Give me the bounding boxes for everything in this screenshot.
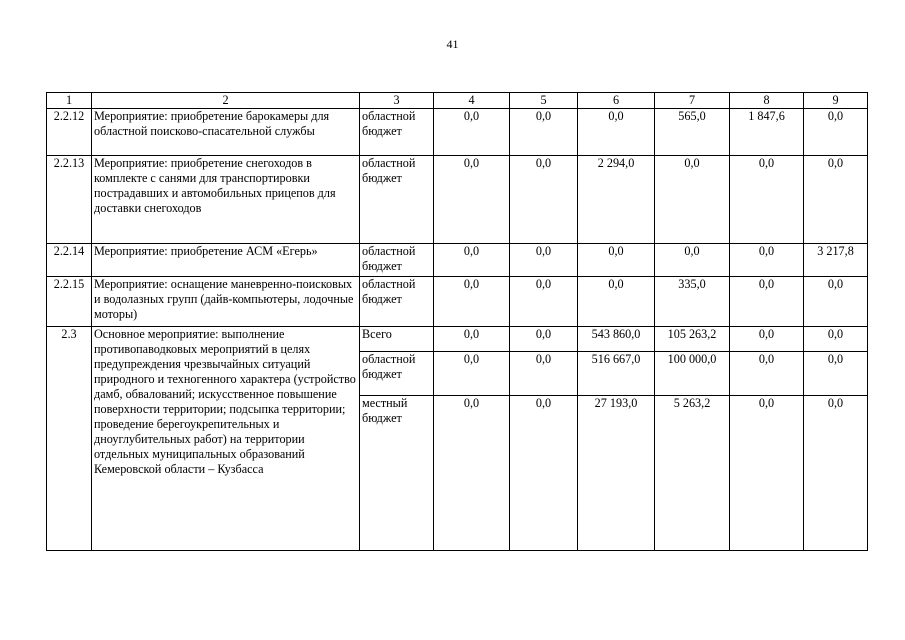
- value-cell: 516 667,0: [578, 352, 655, 396]
- value-cell: 0,0: [434, 352, 510, 396]
- event-name: Мероприятие: приобретение барокамеры для областной поисково-спасательной службы: [92, 109, 360, 156]
- column-header: 2: [92, 93, 360, 109]
- value-cell: 335,0: [655, 277, 730, 327]
- value-cell: 0,0: [578, 109, 655, 156]
- value-cell: 1 847,6: [730, 109, 804, 156]
- funding-source: областной бюджет: [360, 109, 434, 156]
- column-number-row: [47, 93, 868, 109]
- event-name: Мероприятие: приобретение снегоходов в комплекте с санями для транспортировки пострадавших и автомобильных прицепов для доставки снегоходов: [92, 156, 360, 244]
- value-cell: 0,0: [434, 156, 510, 244]
- value-cell: 27 193,0: [578, 396, 655, 551]
- page-number: 41: [446, 37, 459, 51]
- value-cell: 0,0: [434, 327, 510, 352]
- value-cell: 0,0: [434, 277, 510, 327]
- value-cell: 0,0: [655, 156, 730, 244]
- value-cell: 0,0: [578, 277, 655, 327]
- value-cell: 100 000,0: [655, 352, 730, 396]
- value-cell: 0,0: [730, 156, 804, 244]
- value-cell: 0,0: [730, 277, 804, 327]
- column-header: 8: [730, 93, 804, 109]
- row-number: 2.3: [47, 327, 92, 551]
- row-number: 2.2.15: [47, 277, 92, 327]
- table-row: [47, 327, 868, 352]
- value-cell: 0,0: [510, 277, 578, 327]
- value-cell: 0,0: [804, 277, 868, 327]
- value-cell: 0,0: [804, 156, 868, 244]
- value-cell: 0,0: [804, 327, 868, 352]
- funding-source: областной бюджет: [360, 277, 434, 327]
- table-row: [47, 156, 868, 244]
- funding-source: Всего: [360, 327, 434, 352]
- column-header: 4: [434, 93, 510, 109]
- funding-source: областной бюджет: [360, 352, 434, 396]
- column-header: 9: [804, 93, 868, 109]
- column-header: 7: [655, 93, 730, 109]
- event-name: Основное мероприятие: выполнение противопаводковых мероприятий в целях предупреждения чрезвычайных ситуаций природного и техногенного характера (устройство дамб, обвалований; искусственное повышение поверхности территории; подсыпка территории; проведение берегоукрепительных и дноуглубительных работ) на территории отдельных муниципальных образований Кемеровской области – Кузбасса: [92, 327, 360, 551]
- table-row: [47, 109, 868, 156]
- value-cell: 5 263,2: [655, 396, 730, 551]
- value-cell: 0,0: [434, 244, 510, 277]
- value-cell: 543 860,0: [578, 327, 655, 352]
- value-cell: 0,0: [434, 396, 510, 551]
- value-cell: 3 217,8: [804, 244, 868, 277]
- value-cell: 0,0: [804, 352, 868, 396]
- column-header: 1: [47, 93, 92, 109]
- value-cell: 0,0: [730, 327, 804, 352]
- value-cell: 565,0: [655, 109, 730, 156]
- event-name: Мероприятие: приобретение АСМ «Егерь»: [92, 244, 360, 277]
- value-cell: 0,0: [510, 396, 578, 551]
- table-row: [47, 244, 868, 277]
- value-cell: 0,0: [510, 327, 578, 352]
- funding-source: областной бюджет: [360, 244, 434, 277]
- value-cell: 0,0: [655, 244, 730, 277]
- value-cell: 105 263,2: [655, 327, 730, 352]
- row-number: 2.2.13: [47, 156, 92, 244]
- value-cell: 0,0: [510, 109, 578, 156]
- value-cell: 0,0: [578, 244, 655, 277]
- value-cell: 0,0: [510, 352, 578, 396]
- value-cell: 2 294,0: [578, 156, 655, 244]
- budget-table: [46, 92, 868, 551]
- value-cell: 0,0: [510, 156, 578, 244]
- column-header: 3: [360, 93, 434, 109]
- row-number: 2.2.14: [47, 244, 92, 277]
- funding-source: местный бюджет: [360, 396, 434, 551]
- table-row: [47, 277, 868, 327]
- value-cell: 0,0: [804, 396, 868, 551]
- value-cell: 0,0: [510, 244, 578, 277]
- row-number: 2.2.12: [47, 109, 92, 156]
- value-cell: 0,0: [730, 396, 804, 551]
- column-header: 5: [510, 93, 578, 109]
- event-name: Мероприятие: оснащение маневренно-поисковых и водолазных групп (дайв-компьютеры, лодочные моторы): [92, 277, 360, 327]
- value-cell: 0,0: [804, 109, 868, 156]
- column-header: 6: [578, 93, 655, 109]
- value-cell: 0,0: [730, 352, 804, 396]
- funding-source: областной бюджет: [360, 156, 434, 244]
- value-cell: 0,0: [434, 109, 510, 156]
- value-cell: 0,0: [730, 244, 804, 277]
